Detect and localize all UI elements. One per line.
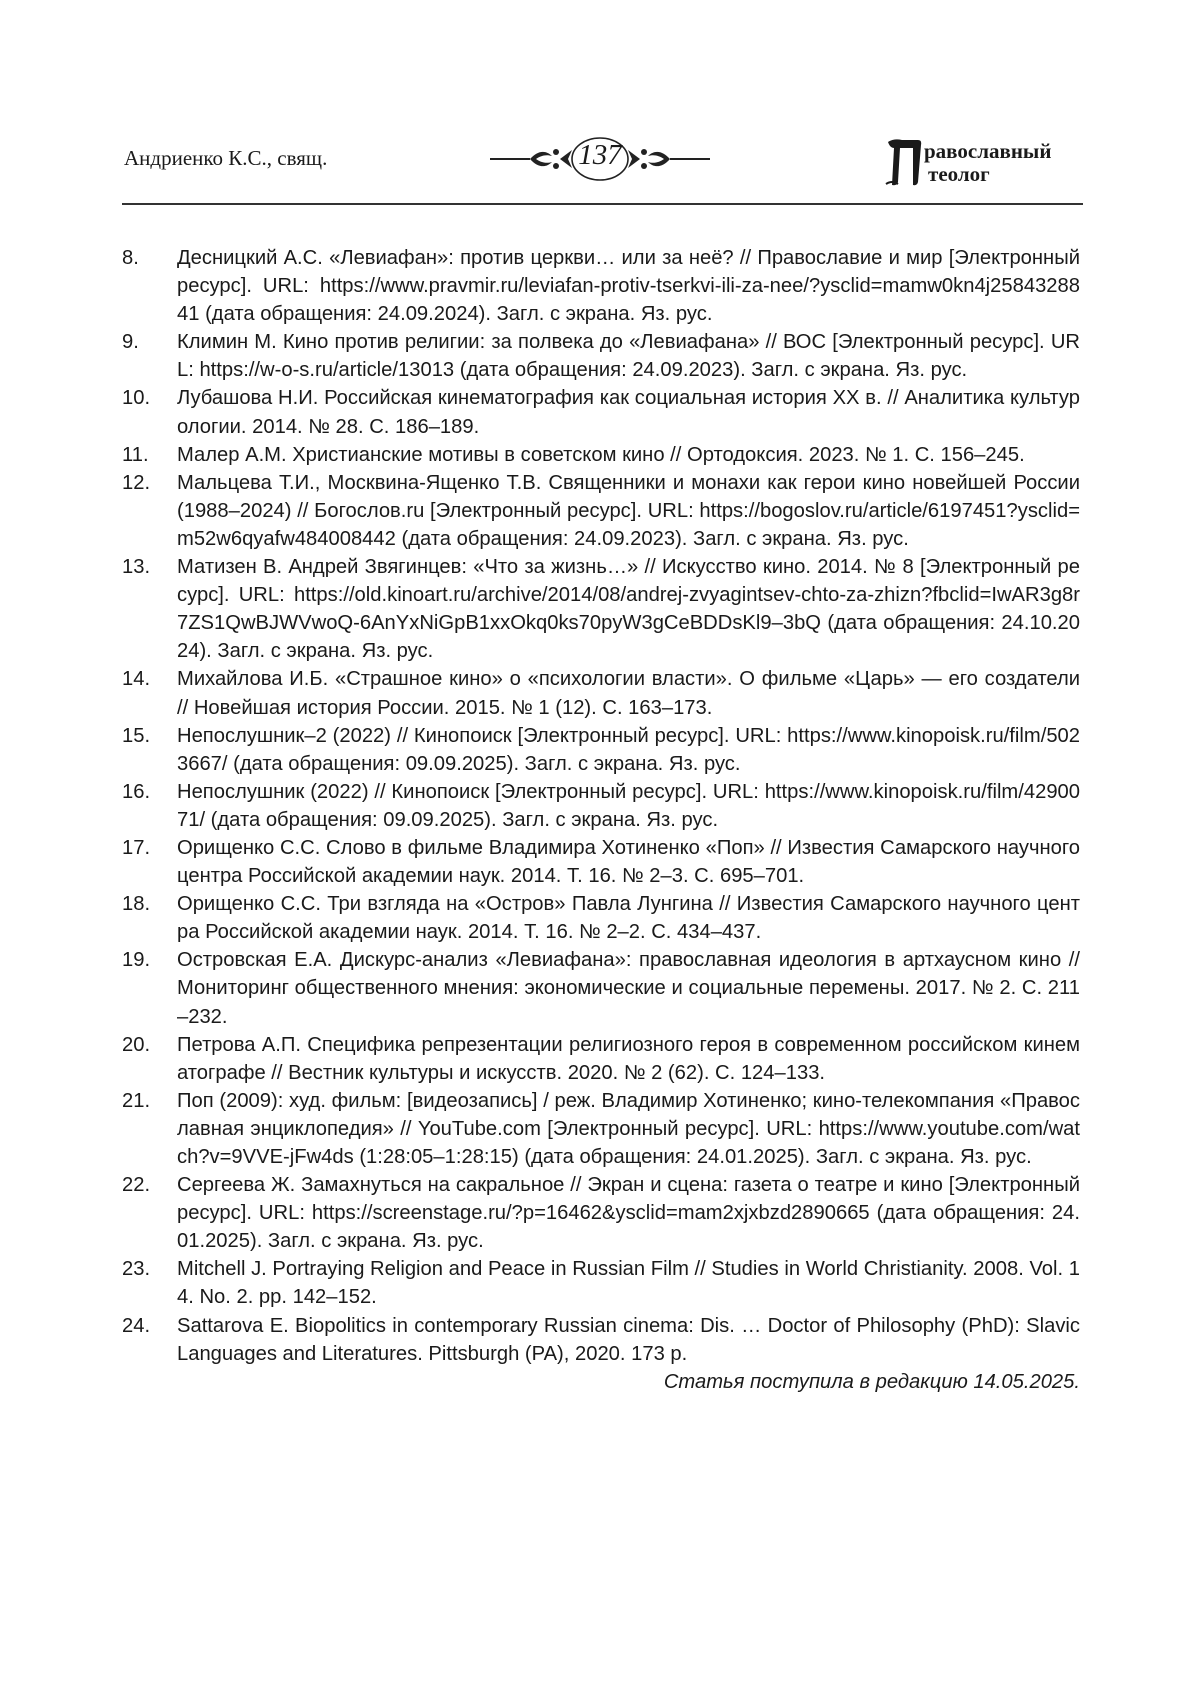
reference-number: 18.	[122, 893, 151, 916]
reference-number: 8.	[122, 247, 139, 269]
reference-text: Климин М. Кино против религии: за полвека до «Левиафана» // ВОС [Электронный ресурс]. URL: https://w-o-s.ru/article/13013 (дата обращения: 24.09.2023). Загл. с экрана. Яз. рус.	[177, 331, 1080, 382]
header-rule	[122, 203, 1083, 205]
reference-number: 14.	[122, 668, 151, 691]
reference-text: Sattarova E. Biopolitics in contemporary Russian cinema: Dis. … Doctor of Philosophy (PhD): Slavic Languages and Literatures. Pittsburgh (PA), 2020. 173 p.	[177, 1314, 1080, 1365]
page-number-ornament	[490, 132, 710, 190]
reference-text: Петрова А.П. Специфика репрезентации религиозного героя в современном российском кинематографе // Вестник культуры и искусств. 2020. № 2 (62). С. 124–133.	[177, 1033, 1080, 1084]
journal-logo-p-icon	[884, 136, 924, 188]
reference-number: 9.	[122, 331, 139, 354]
reference-item	[122, 1031, 1080, 1087]
reference-text: Лубашова Н.И. Российская кинематография как социальная история XX в. // Аналитика культурологии. 2014. № 28. С. 186–189.	[177, 387, 1080, 438]
reference-number: 13.	[122, 556, 151, 579]
reference-number: 19.	[122, 949, 151, 972]
reference-item	[122, 553, 1080, 665]
page-number: 137	[578, 139, 622, 171]
reference-text: Михайлова И.Б. «Страшное кино» о «психологии власти». О фильме «Царь» — его создатели // Новейшая история России. 2015. № 1 (12). С. 163–173.	[177, 668, 1080, 719]
reference-item	[122, 1087, 1080, 1171]
reference-number: 24.	[122, 1314, 151, 1337]
reference-number: 17.	[122, 836, 151, 859]
reference-text: Матизен В. Андрей Звягинцев: «Что за жизнь…» // Искусство кино. 2014. № 8 [Электронный ресурс]. URL: https://old.kinoart.ru/archive/2014/08/andrej-zvyagintsev-chto-za-zhizn?fbclid=IwAR3g8r7ZS1QwBJWVwoQ-6AnYxNiGpB1xxOkq0ks70pyW3gCeBDDsKl9–3bQ (дата обращения: 24.10.2024). Загл. с экрана. Яз. рус.	[177, 556, 1080, 663]
reference-item	[122, 722, 1080, 778]
reference-number: 12.	[122, 471, 151, 494]
reference-item	[122, 1171, 1080, 1255]
reference-item	[122, 1312, 1080, 1368]
reference-text: Непослушник–2 (2022) // Кинопоиск [Электронный ресурс]. URL: https://www.kinopoisk.ru/film/5023667/ (дата обращения: 09.09.2025). Загл. с экрана. Яз. рус.	[177, 724, 1080, 775]
reference-item	[122, 665, 1080, 721]
journal-logo-word-2: теолог	[928, 162, 990, 186]
received-note: Статья поступила в редакцию 14.05.2025.	[663, 1370, 1080, 1393]
reference-list	[122, 244, 1080, 1396]
reference-item	[122, 778, 1080, 834]
reference-text: Островская Е.А. Дискурс-анализ «Левиафана»: православная идеология в артхаусном кино // Мониторинг общественного мнения: экономические и социальные перемены. 2017. № 2. С. 211–232.	[177, 949, 1080, 1028]
reference-item	[122, 834, 1080, 890]
reference-text: Десницкий А.С. «Левиафан»: против церкви… или за неё? // Православие и мир [Электронный ресурс]. URL: https://www.pravmir.ru/leviafan-protiv-tserkvi-ili-za-nee/?ysclid=mamw0kn4j2584328841 (дата обращения: 24.09.2024). Загл. с экрана. Яз. рус.	[177, 247, 1080, 326]
journal-logo	[884, 136, 1080, 188]
page-header	[122, 128, 1080, 206]
journal-logo-word-1: равославный	[924, 139, 1052, 163]
reference-text: Малер А.М. Христианские мотивы в советском кино // Ортодоксия. 2023. № 1. С. 156–245.	[177, 443, 1025, 466]
reference-number: 22.	[122, 1174, 151, 1197]
reference-number: 16.	[122, 780, 151, 803]
reference-text: Мальцева Т.И., Москвина-Ященко Т.В. Священники и монахи как герои кино новейшей России (1988–2024) // Богослов.ru [Электронный ресурс]. URL: https://bogoslov.ru/article/6197451?ysclid=m52w6qyafw484008442 (дата обращения: 24.09.2023). Загл. с экрана. Яз. рус.	[177, 471, 1080, 550]
reference-number: 10.	[122, 387, 151, 410]
reference-text: Mitchell J. Portraying Religion and Peace in Russian Film // Studies in World Christianity. 2008. Vol. 14. No. 2. pp. 142–152.	[177, 1258, 1080, 1309]
reference-number: 23.	[122, 1258, 151, 1281]
reference-text: Сергеева Ж. Замахнуться на сакральное // Экран и сцена: газета о театре и кино [Электронный ресурс]. URL: https://screenstage.ru/?p=16462&ysclid=mam2xjxbzd2890665 (дата обращения: 24.01.2025). Загл. с экрана. Яз. рус.	[177, 1174, 1080, 1253]
reference-item	[122, 441, 1080, 469]
reference-item	[122, 328, 1080, 384]
reference-text: Поп (2009): худ. фильм: [видеозапись] / реж. Владимир Хотиненко; кино-телекомпания «Православная энциклопедия» // YouTube.com [Электронный ресурс]. URL: https://www.youtube.com/watch?v=9VVE-jFw4ds (1:28:05–1:28:15) (дата обращения: 24.01.2025). Загл. с экрана. Яз. рус.	[177, 1089, 1080, 1168]
reference-number: 15.	[122, 724, 151, 747]
reference-number: 11.	[122, 443, 149, 466]
reference-item	[122, 469, 1080, 553]
running-head-author: Андриенко К.С., свящ.	[124, 146, 328, 170]
reference-number: 21.	[122, 1089, 151, 1112]
reference-number: 20.	[122, 1033, 151, 1056]
reference-text: Орищенко С.С. Слово в фильме Владимира Хотиненко «Поп» // Известия Самарского научного центра Российской академии наук. 2014. Т. 16. № 2–3. С. 695–701.	[177, 836, 1080, 888]
reference-item	[122, 244, 1080, 328]
reference-item	[122, 1255, 1080, 1311]
reference-item	[122, 946, 1080, 1030]
reference-text: Орищенко С.С. Три взгляда на «Остров» Павла Лунгина // Известия Самарского научного центра Российской академии наук. 2014. Т. 16. № 2–2. С. 434–437.	[177, 893, 1080, 944]
reference-item	[122, 890, 1080, 946]
reference-item	[122, 384, 1080, 440]
reference-text: Непослушник (2022) // Кинопоиск [Электронный ресурс]. URL: https://www.kinopoisk.ru/film/4290071/ (дата обращения: 09.09.2025). Загл. с экрана. Яз. рус.	[177, 780, 1080, 831]
